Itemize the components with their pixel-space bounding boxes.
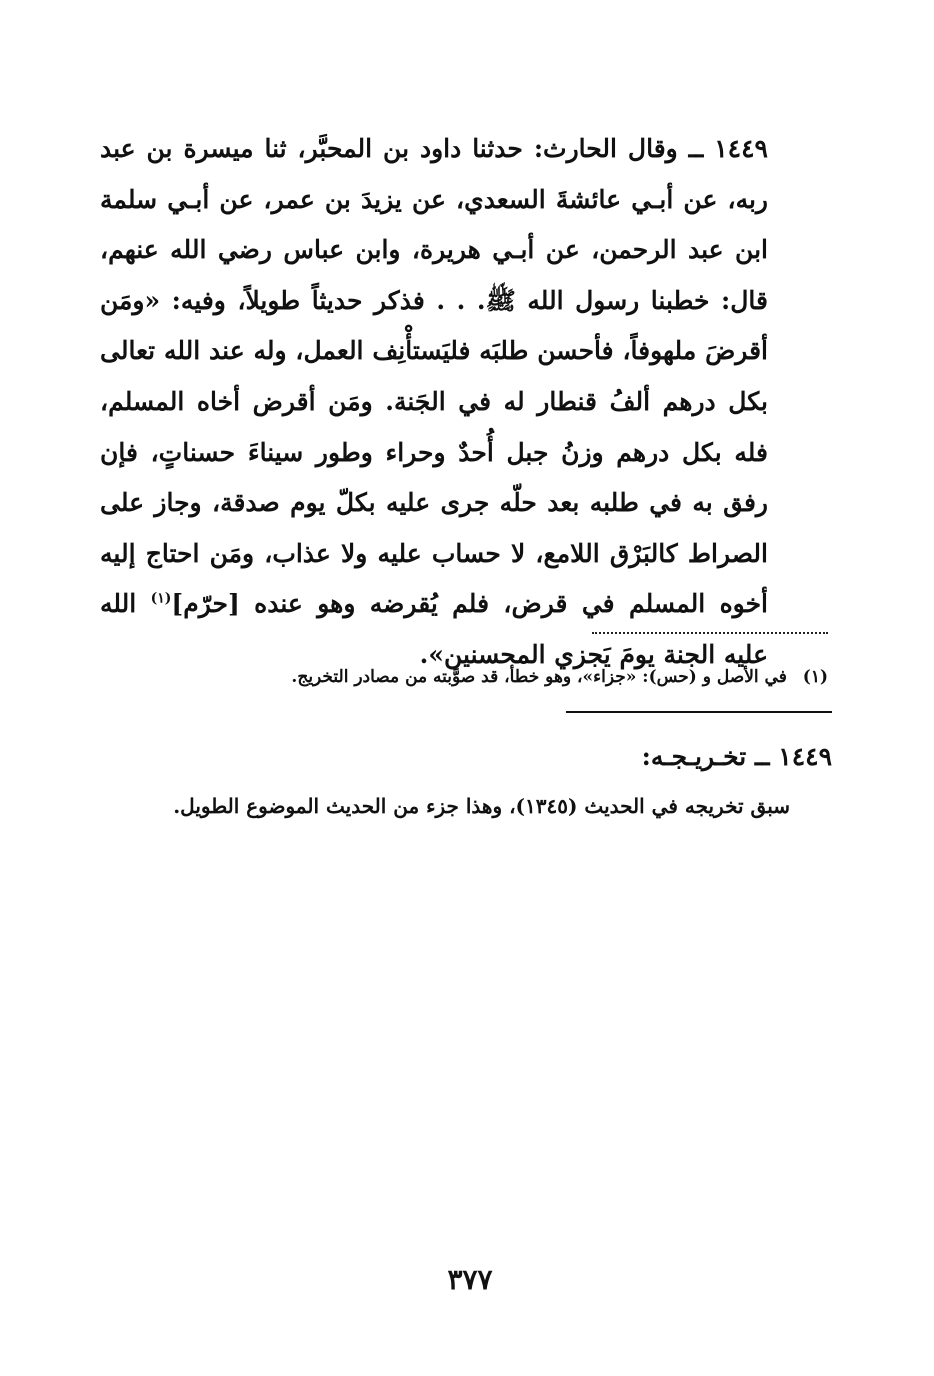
hadith-number: ١٤٤٩ (714, 134, 768, 163)
takhrij-heading: ١٤٤٩ ــ تخـريـجـه: (641, 742, 832, 771)
hadith-text-end: الله عليه الجنة يومَ يَجزي المحسنين». (100, 589, 768, 669)
footnote-marker: (١) (802, 667, 828, 687)
footnote-separator (592, 632, 828, 634)
hadith-dash: ــ (688, 134, 704, 163)
footnote-text: في الأصل و (حس): «جزاء»، وهو خطأ، قد صوَّبته من مصادر التخريج. (291, 667, 787, 687)
footnote (240, 663, 828, 691)
takhrij-text: سبق تخريجه في الحديث (١٣٤٥)، وهذا جزء من الحديث الموضوع الطويل. (173, 794, 790, 818)
section-divider (566, 711, 832, 713)
hadith-text: وقال الحارث: حدثنا داود بن المحبَّر، ثنا ميسرة بن عبد ربه، عن أبـي عائشةَ السعدي، عن يزيدَ بن عمر، عن أبـي سلمة ابن عبد الرحمن، عن أبـي هريرة، وابن عباس رضي الله عنهم، قال: خطبنا رسول الله ﷺ. . . فذكر حديثاً طويلاً، وفيه: «ومَن أقرضَ ملهوفاً، فأحسن طلبَه فليَستأْنِف العمل، وله عند الله تعالى بكل درهم ألفُ قنطار له في الجَنة. ومَن أقرض أخاه المسلم، فله بكل درهم وزنُ جبل أُحدٌ وحراء وطور سيناءَ حسناتٍ، فإن رفق به في طلبه بعد حلّه جرى عليه بكلّ يوم صدقة، وجاز على الصراط كالبَرْق اللامع، لا حساب عليه ولا عذاب، ومَن احتاج إليه أخوه المسلم في قرض، فلم يُقرضه وهو عنده [حرّم] (100, 134, 769, 619)
footnote-reference[interactable]: (١) (150, 591, 172, 608)
hadith-paragraph (100, 124, 768, 681)
page-number: ٣٧٧ (447, 1263, 493, 1296)
